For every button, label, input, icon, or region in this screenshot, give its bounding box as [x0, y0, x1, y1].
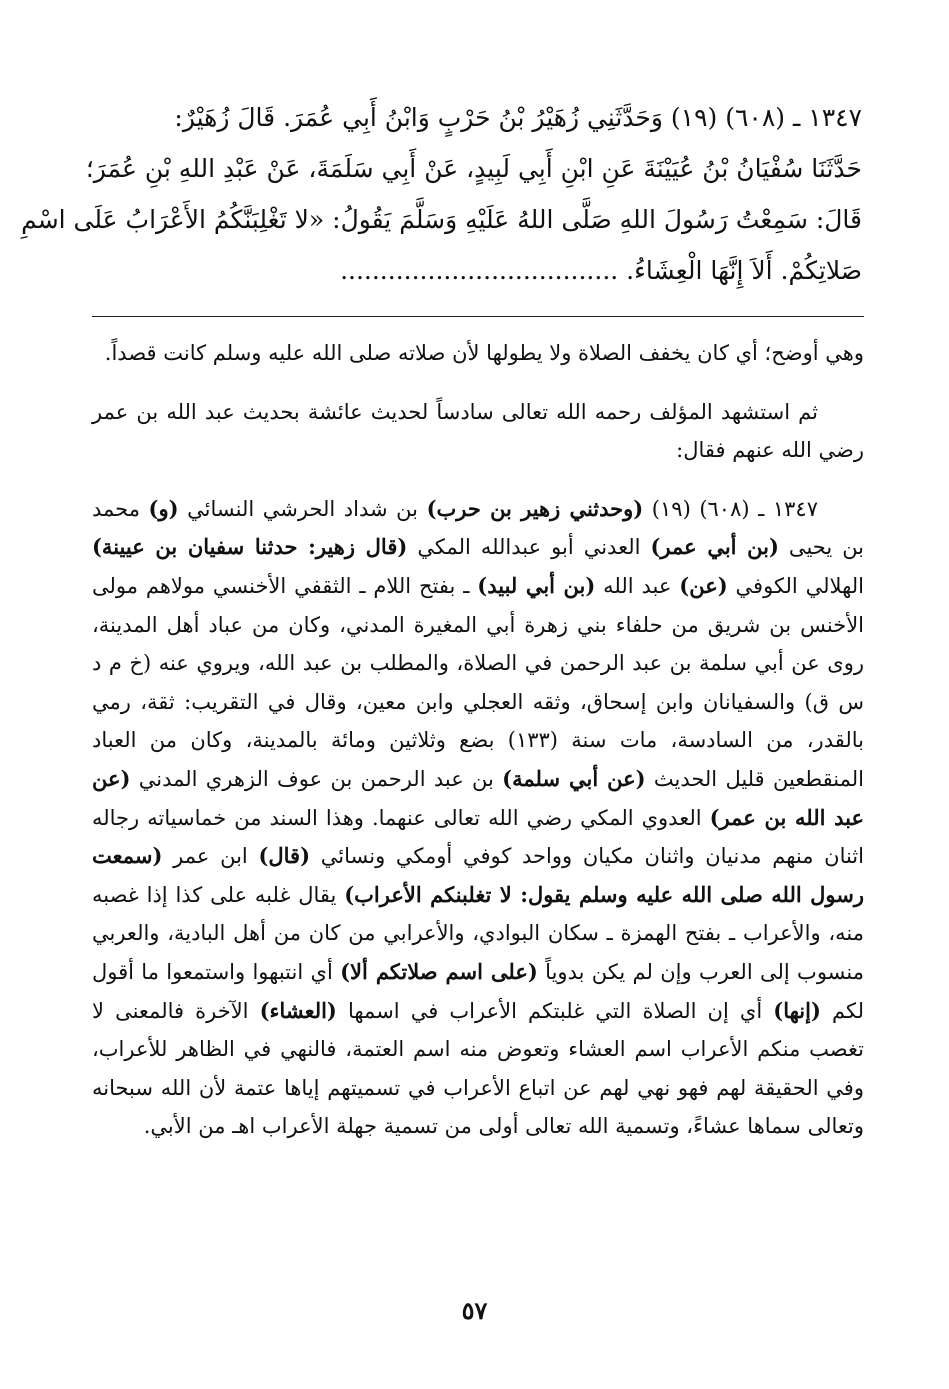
- matn-quote: (العشاء): [259, 997, 337, 1023]
- sharh-text: ـ بفتح اللام ـ الثقفي الأخنسي مولاهم مولى الأخنس بن شريق من حلفاء بني زهرة أبي المغيرة المدني، وكان من عباد أهل المدينة، روى عن أبي سلمة بن عبد الرحمن في الصلاة، والمطلب بن عبد الله، ويروي عنه (خ م د س ق) والسفيانان وابن إسحاق، وثقه العجلي وابن معين، وقال في التقريب: ثقة، رمي بالقدر، من السادسة، مات سنة (١٣٣) بضع وثلاثين ومائة بالمدينة، وكان من العباد المنقطعين قليل الحديث: [92, 573, 864, 791]
- matn-quote: (عن): [679, 572, 728, 598]
- hadith-line-last: [92, 245, 862, 296]
- sharh-text: عبد الله: [595, 573, 680, 598]
- sharh-text: أي إن الصلاة التي غلبتكم الأعراب في اسمها: [336, 998, 774, 1023]
- page-number: ٥٧: [461, 1296, 488, 1325]
- hadith-text-block: [21, 92, 862, 296]
- sharh-text: يقال غلبه على كذا إذا غصبه منه، والأعراب ـ بفتح الهمزة ـ سكان البوادي، والأعرابي من كان من أهل البادية، والعربي منسوب إلى العرب وإن لم يكن بدوياً: [92, 882, 864, 984]
- matn-quote: (عن عبد الله بن عمر): [92, 765, 864, 830]
- commentary-paragraph-sharh: [92, 490, 864, 1146]
- matn-quote: (على اسم صلاتكم ألا): [340, 958, 538, 984]
- commentary-paragraph: ثم استشهد المؤلف رحمه الله تعالى سادساً لحديث عائشة بحديث عبد الله بن عمر رضي الله عنهم فقال:: [92, 399, 864, 463]
- sharh-text: بن شداد الحرشي النسائي: [178, 496, 427, 521]
- matn-quote: (بن أبي لبيد): [477, 572, 596, 598]
- commentary-paragraph: وهي أوضح؛ أي كان يخفف الصلاة ولا يطولها لأن صلاته صلى الله عليه وسلم كانت قصداً.: [104, 341, 864, 365]
- matn-quote: (قال): [258, 843, 311, 869]
- matn-quote: (قال زهير: حدثنا سفيان بن عيينة): [92, 534, 408, 560]
- sharh-text: الهلالي الكوفي: [727, 573, 864, 598]
- hadith-line-text: صَلاتِكُمْ. أَلاَ إِنَّهَا الْعِشَاءُ.: [626, 256, 862, 285]
- sharh-text: ابن عمر: [162, 844, 259, 869]
- matn-quote: (بن أبي عمر): [650, 534, 779, 560]
- sharh-text: العدوي المكي رضي الله تعالى عنهما. وهذا السند من خماسياته رجاله اثنان منهم مدنيان واثنان مكيان وواحد كوفي أومكي ونسائي: [92, 805, 864, 869]
- hadith-line: حَدَّثَنَا سُفْيَانُ بْنُ عُيَيْنَةَ عَنِ ابْنِ أَبِي لَبِيدٍ، عَنْ أَبِي سَلَمَةَ، عَنْ عَبْدِ اللهِ بْنِ عُمَرَ؛: [85, 154, 862, 183]
- matn-quote: (إنها): [773, 997, 821, 1023]
- sharh-text: محمد بن يحيى: [92, 496, 865, 560]
- section-divider: [92, 316, 864, 317]
- matn-quote: (عن أبي سلمة): [502, 765, 646, 791]
- sharh-text: ١٣٤٧ ـ (٦٠٨) (١٩): [643, 496, 818, 521]
- sharh-text: بن عبد الرحمن بن عوف الزهري المدني: [130, 766, 503, 791]
- sharh-text: الآخرة فالمعنى لا تغصب منكم الأعراب اسم العشاء وتعوض منه اسم العتمة، فالنهي في الظاهر للأعراب، وفي الحقيقة لهم فهو نهي لهم عن اتباع الأعراب في تسميتهم إياها عتمة لأن الله سبحانه وتعالى سماها عشاءً، وتسمية الله تعالى أولى من تسمية جهلة الأعراب اهـ من الأبي.: [92, 998, 864, 1139]
- sharh-text: أي انتبهوا واستمعوا ما أقول لكم: [92, 959, 864, 1023]
- matn-quote: (وحدثني زهير بن حرب): [426, 495, 644, 521]
- matn-quote: (سمعت رسول الله صلى الله عليه وسلم يقول: لا تغلبنكم الأعراب): [92, 843, 865, 907]
- sharh-text: العدني أبو عبدالله المكي: [407, 535, 651, 560]
- ellipsis-dots: ...................................: [340, 256, 619, 285]
- hadith-line: ١٣٤٧ ـ (٦٠٨) (١٩) وَحَدَّثَنِي زُهَيْرُ بْنُ حَرْبٍ وَابْنُ أَبِي عُمَرَ. قَالَ زُهَيْرٌ:: [174, 103, 862, 132]
- commentary-block: [92, 334, 864, 1146]
- hadith-line: قَالَ: سَمِعْتُ رَسُولَ اللهِ صَلَّى اللهُ عَلَيْهِ وَسَلَّمَ يَقُولُ: «لا تَغْلِبَنَّكُمُ الأَعْرَابُ عَلَى اسْمِ: [21, 205, 862, 234]
- matn-quote: (و): [148, 495, 179, 521]
